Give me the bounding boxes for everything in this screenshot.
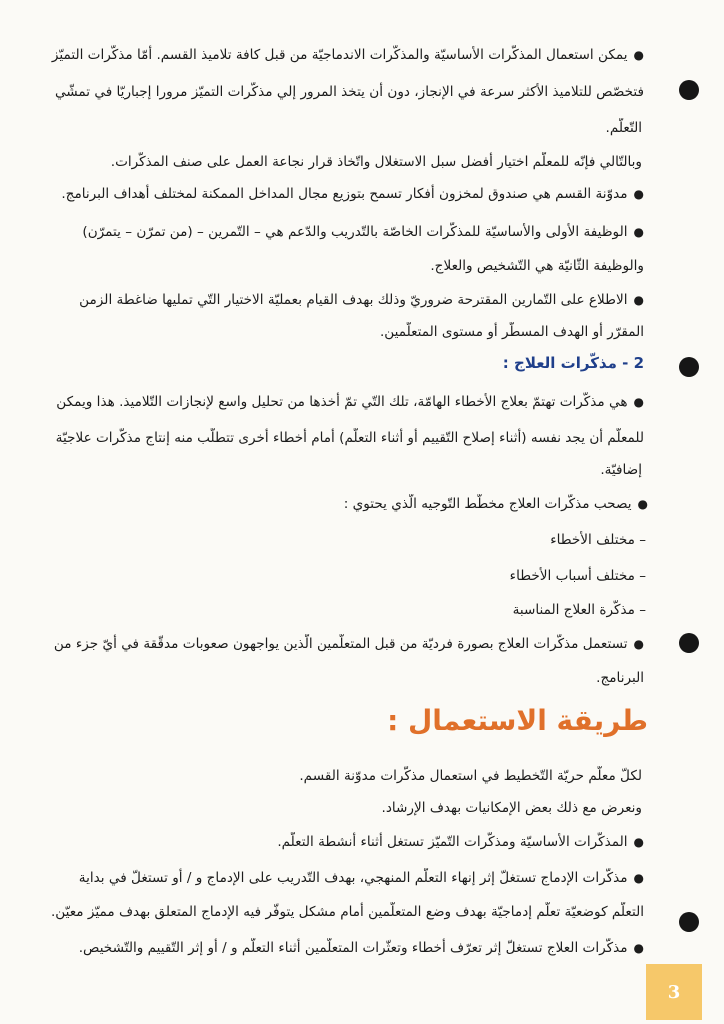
paragraph-guidance-plan: ● يصحب مذكّرات العلاج مخطّط التّوجيه الّذي يحتوي : — [30, 494, 648, 514]
binder-hole — [679, 633, 699, 653]
paragraph-integration-notes-line2: التعلّم كوضعيّة تعلّم إدماجيّة بهدف وضع المتعلّمين أمام مشكل يتوفّر فيه الإدماج المتعلق بهدف مميّز معيّن. — [50, 904, 644, 920]
paragraph-individual-use: ● تستعمل مذكّرات العلاج بصورة فرديّة من قبل المتعلّمين الّذين يواجهون صعوبات مدقّقة في أيّ جزء من — [30, 634, 644, 654]
paragraph-individual-use-line2: البرنامج. — [596, 670, 644, 686]
binder-hole — [679, 912, 699, 932]
list-item: – مذكّرة العلاج المناسبة — [512, 602, 646, 618]
binder-hole — [679, 80, 699, 100]
paragraph-planning-freedom: لكلّ معلّم حريّة التّخطيط في استعمال مذكّرات مدوّنة القسم. — [299, 768, 642, 784]
paragraph-usage-bullet: ● يمكن استعمال المذكّرات الأساسيّة والمذكّرات الاندماجيّة من قبل كافة تلاميذ القسم. أمّا مذكّرات التميّز — [30, 45, 644, 65]
paragraph-integration-notes: ● مذكّرات الإدماج تستغلّ إثر إنهاء التعلّم المنهجي، بهدف التّدريب على الإدماج و / أو تستغلّ في بداية — [30, 868, 644, 888]
paragraph-remedial-usage: ● مذكّرات العلاج تستغلّ إثر تعرّف أخطاء وتعثّرات المتعلّمين أثناء التعلّم و / أو إثر التّقييم والتّشخيص. — [30, 938, 644, 958]
list-item: – مختلف أسباب الأخطاء — [509, 568, 646, 584]
paragraph-basic-notes: ● المذكّرات الأساسيّة ومذكّرات التّميّز تستغل أثناء أنشطة التعلّم. — [30, 832, 644, 852]
paragraph-second-function: والوظيفة الثّانيّة هي التّشخيص والعلاج. — [430, 258, 644, 274]
section-title-remedial: 2 - مذكّرات العلاج : — [502, 354, 644, 372]
page-number: 3 — [646, 964, 702, 1020]
paragraph-remedial-line3: إضافيّة. — [600, 462, 642, 478]
paragraph-usage-line2: فتخصّص للتلاميذ الأكثر سرعة في الإنجاز، دون أن يتخذ المرور إلي مذكّرات التميّز مرورا إجباريّا في تمشّي — [54, 84, 644, 100]
list-item: – مختلف الأخطاء — [550, 532, 646, 548]
paragraph-remedial: ● هي مذكّرات تهتمّ بعلاج الأخطاء الهامّة، تلك التّي تمّ أخذها من تحليل واسع لإنجازات التّلاميذ. هذا ويمكن — [30, 392, 644, 412]
paragraph-exercises: ● الاطلاع على التّمارين المقترحة ضروريّ وذلك بهدف القيام بعمليّة الاختيار التّي تمليها ضاغطة الزمن — [30, 290, 644, 310]
paragraph-guidance-options: ونعرض مع ذلك بعض الإمكانيات بهدف الإرشاد. — [381, 800, 642, 816]
section-heading-usage-method: طريقة الاستعمال : — [387, 704, 648, 737]
paragraph-exercises-line2: المقرّر أو الهدف المسطّر أو مستوى المتعلّمين. — [379, 324, 644, 340]
paragraph-class-codex: ● مدوّنة القسم هي صندوق لمخزون أفكار تسمح بتوزيع مجال المداخل الممكنة لمختلف أهداف البرنامج. — [30, 184, 644, 204]
paragraph-first-function: ● الوظيفة الأولى والأساسيّة للمذكّرات الخاصّة بالتّدريب والدّعم هي – التّمرين – (من تمرّن – يتمرّن) — [30, 222, 644, 242]
binder-hole — [679, 357, 699, 377]
paragraph-remedial-line2: للمعلّم أن يجد نفسه (أثناء إصلاح التّقييم أو أثناء التعلّم) أمام أخطاء أخرى تتطلّب منه إنتاج مذكّرات علاجيّة — [55, 430, 644, 446]
paragraph-teacher-choice: وبالتّالي فإنّه للمعلّم اختيار أفضل سبل الاستغلال واتّخاذ قرار نجاعة العمل على صنف المذكّرات. — [110, 154, 642, 170]
paragraph-usage-line3: التّعلّم. — [605, 120, 642, 136]
